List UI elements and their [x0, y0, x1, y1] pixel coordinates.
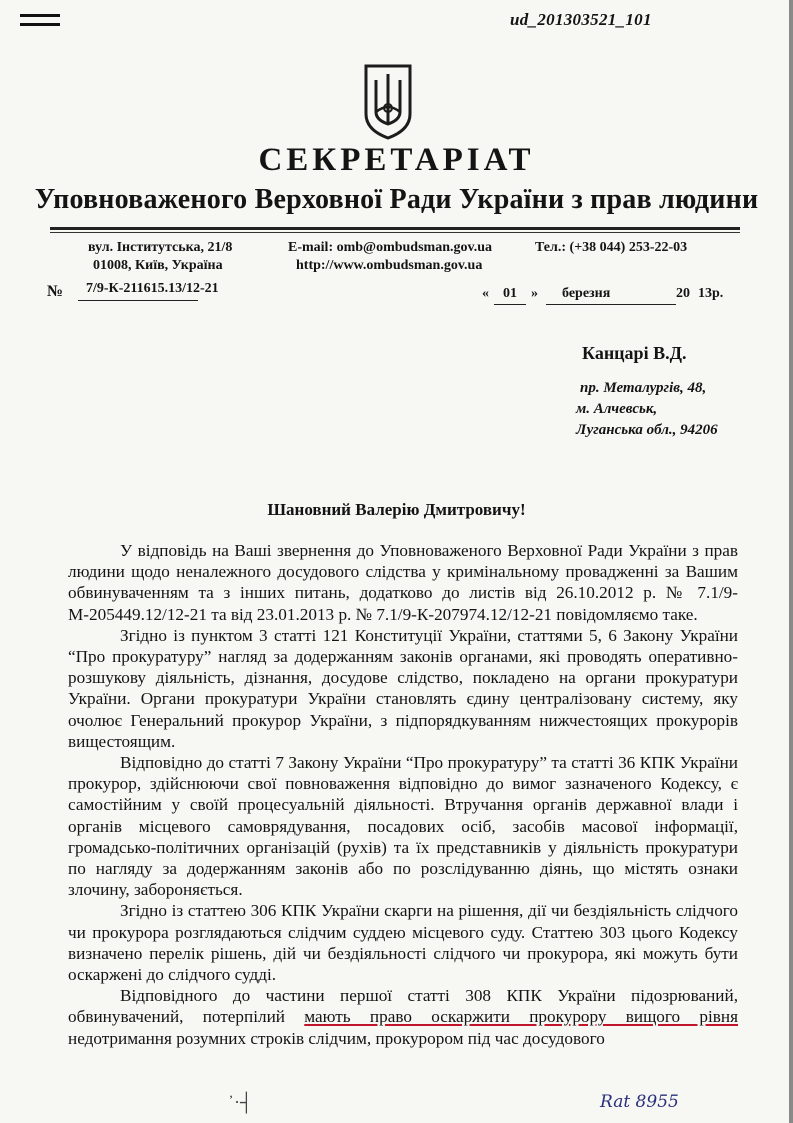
recipient-address-region: Луганська обл., 94206: [576, 422, 718, 438]
paragraph-5-start: Відповідного до частини першої статті 308 КПК України підозрюваний, обвинувачений, потерпілий: [68, 986, 738, 1027]
address-city: 01008, Київ, Україна: [93, 258, 223, 273]
paragraph-1: У відповідь на Ваші звернення до Уповноваженого Верховної Ради України з прав людини щодо неналежного досудового слідства у кримінальному провадженні за Вашим обвинуваченням та з інших питань, додатково до листів від 26.10.2012 р. № 7.1/9-М-205449.12/12-21 та від 23.01.2013 р. № 7.1/9-К-207974.12/12-21 повідомляємо таке.: [68, 541, 738, 624]
organization-subtitle: Уповноваженого Верховної Ради України з прав людини: [34, 184, 759, 215]
phone-contact: Тел.: (+38 044) 253-22-03: [535, 240, 688, 255]
letter-salutation: Шановний Валерію Дмитровичу!: [267, 500, 526, 519]
paragraph-2: Згідно із пунктом 3 статті 121 Конституції України, статтями 5, 6 Закону України “Про прокуратуру” нагляд за додержанням законів органами, які проводять оперативно-розшукову діяльність, дізнання, досудове слідство, покладено на органи прокуратури України. Органи прокуратури України становлять єдину централізовану систему, яку очолює Генеральний прокурор України, з підпорядкуванням нижчестоящих прокурорів вищестоящим.: [68, 625, 738, 751]
date-close-quote: »: [531, 286, 538, 301]
website-contact: http://www.ombudsman.gov.ua: [296, 258, 483, 273]
letter-body: [68, 540, 738, 1049]
corner-scan-mark: [20, 14, 60, 32]
date-day: 01: [503, 286, 517, 301]
paragraph-5: [68, 985, 738, 1049]
reference-number: 7/9-К-211615.13/12-21: [86, 281, 219, 296]
date-month-underline: [546, 304, 676, 305]
underlined-phrase: мають право оскаржити прокурору вищого рівня: [304, 1007, 738, 1027]
paragraph-3: Відповідно до статті 7 Закону України “Про прокуратуру” та статті 36 КПК України прокурор, здійснюючи свої повноваження відповідно до вимог зазначеного Кодексу, є самостійним у своїй процесуальній діяльності. Втручання органів державної влади і органів місцевого самоврядування, посадових осіб, засобів масової інформації, громадсько-політичних організацій (рухів) та їх представників у діяльність прокуратури по нагляду за додержанням законів або по розслідуванню діянь, що містять ознаки злочину, забороняється.: [68, 753, 738, 900]
reference-number-label: №: [47, 283, 64, 300]
date-year-suffix: 13р.: [698, 286, 724, 301]
header-divider: [50, 227, 740, 230]
paragraph-5-end: недотримання розумних строків слідчим, прокурором під час досудового: [68, 1028, 605, 1048]
recipient-name: Канцарі В.Д.: [582, 343, 687, 363]
organization-title: СЕКРЕТАРІАТ: [258, 142, 535, 178]
bottom-scribble: ᾿·┤: [228, 1092, 253, 1112]
address-street: вул. Інститутська, 21/8: [88, 240, 233, 255]
date-year-prefix: 20: [676, 286, 690, 301]
recipient-address-street: пр. Металургів, 48,: [580, 380, 707, 396]
date-month: березня: [562, 286, 611, 301]
handwritten-note: Rat 8955: [600, 1092, 679, 1112]
document-id: ud_201303521_101: [510, 10, 652, 29]
date-day-underline: [494, 304, 526, 305]
trident-emblem-icon: [360, 62, 416, 142]
paragraph-4: Згідно із статтею 306 КПК України скарги на рішення, дії чи бездіяльність слідчого чи прокурора розглядаються слідчим суддею місцевого суду. Статтею 303 цього Кодексу визначено перелік рішень, дій чи бездіяльності слідчого чи прокурора, які можуть бути оскаржені до слідчого судді.: [68, 901, 738, 985]
email-contact: E-mail: omb@ombudsman.gov.ua: [288, 240, 493, 255]
recipient-address-city: м. Алчевськ,: [576, 401, 658, 417]
header-divider-thin: [50, 232, 740, 233]
date-open-quote: «: [482, 286, 489, 301]
reference-underline: [78, 300, 198, 301]
